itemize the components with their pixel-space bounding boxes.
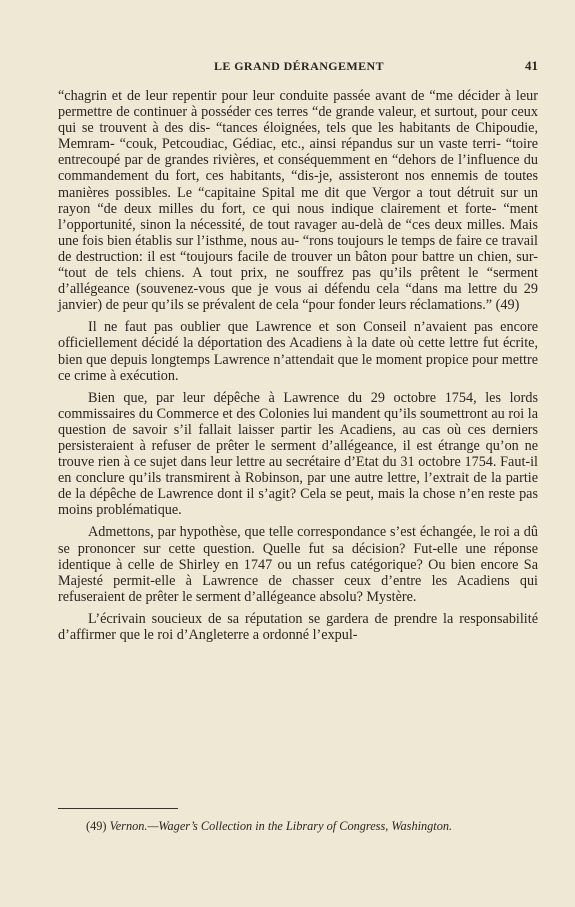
page-number: 41: [525, 58, 538, 73]
footnote-text: Vernon.—Wager’s Collection in the Library of Congress, Washington.: [109, 819, 453, 833]
body-text: [58, 88, 538, 649]
running-title: LE GRAND DÉRANGEMENT: [213, 59, 384, 73]
paragraph: Il ne faut pas oublier que Lawrence et son Conseil n’avaient pas encore officiellement décidé la déportation des Acadiens à la date où cette lettre fut écrite, bien que depuis longtemps Lawrence n’attendait que le moment propice pour mettre ce crime à exécution.: [58, 319, 538, 384]
paragraph-quotation: “chagrin et de leur repentir pour leur conduite passée avant de “me décider à leur permettre de continuer à posséder ces terres “de grande valeur, et surtout, pour ceux qui se trouvent à des dis- “tances éloignées, tels que les habitants de Chipoudie, Memram- “couk, Petcoudiac, Gédiac, etc., ainsi répandus sur un vaste terri- “toire entrecoupé par de grandes rivières, et conséquemment en “dehors de l’influence du commandement du fort, ces habitants, “dis-je, assisteront nos ennemis de toutes manières possibles. Le “capitaine Spital me dit que Vergor a tout détruit sur un rayon “de deux milles du fort, ce qui nous indique clairement et forte- “ment l’opportunité, sinon la nécessité, de tout ravager au-delà de “ces deux milles. Mais une fois bien établis sur l’isthme, nous au- “rons toujours le temps de faire ce travail de destruction: il est “toujours facile de trouver un bâton pour battre un chien, sur- “tout de tels chiens. A tout prix, ne souffrez pas qu’ils prêtent le “serment d’allégeance (souvenez-vous que je vous ai défendu cela “dans ma lettre du 29 janvier) de peur qu’ils se prévalent de cela “pour fonder leurs réclamations.” (49): [58, 88, 538, 314]
paragraph: Admettons, par hypothèse, que telle correspondance s’est échangée, le roi a dû se prononcer sur cette question. Quelle fut sa décision? Fut-elle une réponse identique à celle de Shirley en 1747 ou un refus catégorique? Ou bien encore Sa Majesté permit-elle à Lawrence de chasser ceux d’entre les Acadiens qui refuseraient de prêter le serment d’allégeance absolu? Mystère.: [58, 524, 538, 605]
footnote-divider: [58, 808, 178, 809]
page-header: [60, 59, 538, 77]
paragraph: Bien que, par leur dépêche à Lawrence du 29 octobre 1754, les lords commissaires du Commerce et des Colonies lui mandent qu’ils soumettront au roi la question de savoir s’il fallait laisser partir les Acadiens, au cas où ces derniers persisteraient à refuser de prêter le serment d’allégeance, il est étrange qu’on ne trouve rien à ce sujet dans leur lettre au secrétaire d’Etat du 31 octobre 1754. Faut-il en conclure qu’ils transmirent à Robinson, par une autre lettre, l’extrait de la partie de la dépêche de Lawrence dont il s’agit? Cela se peut, mais la chose n’en reste pas moins problématique.: [58, 389, 538, 519]
footnote-number: (49): [86, 819, 107, 833]
footnote: [86, 819, 546, 834]
paragraph: L’écrivain soucieux de sa réputation se gardera de prendre la responsabilité d’affirmer que le roi d’Angleterre a ordonné l’expul-: [58, 610, 538, 643]
